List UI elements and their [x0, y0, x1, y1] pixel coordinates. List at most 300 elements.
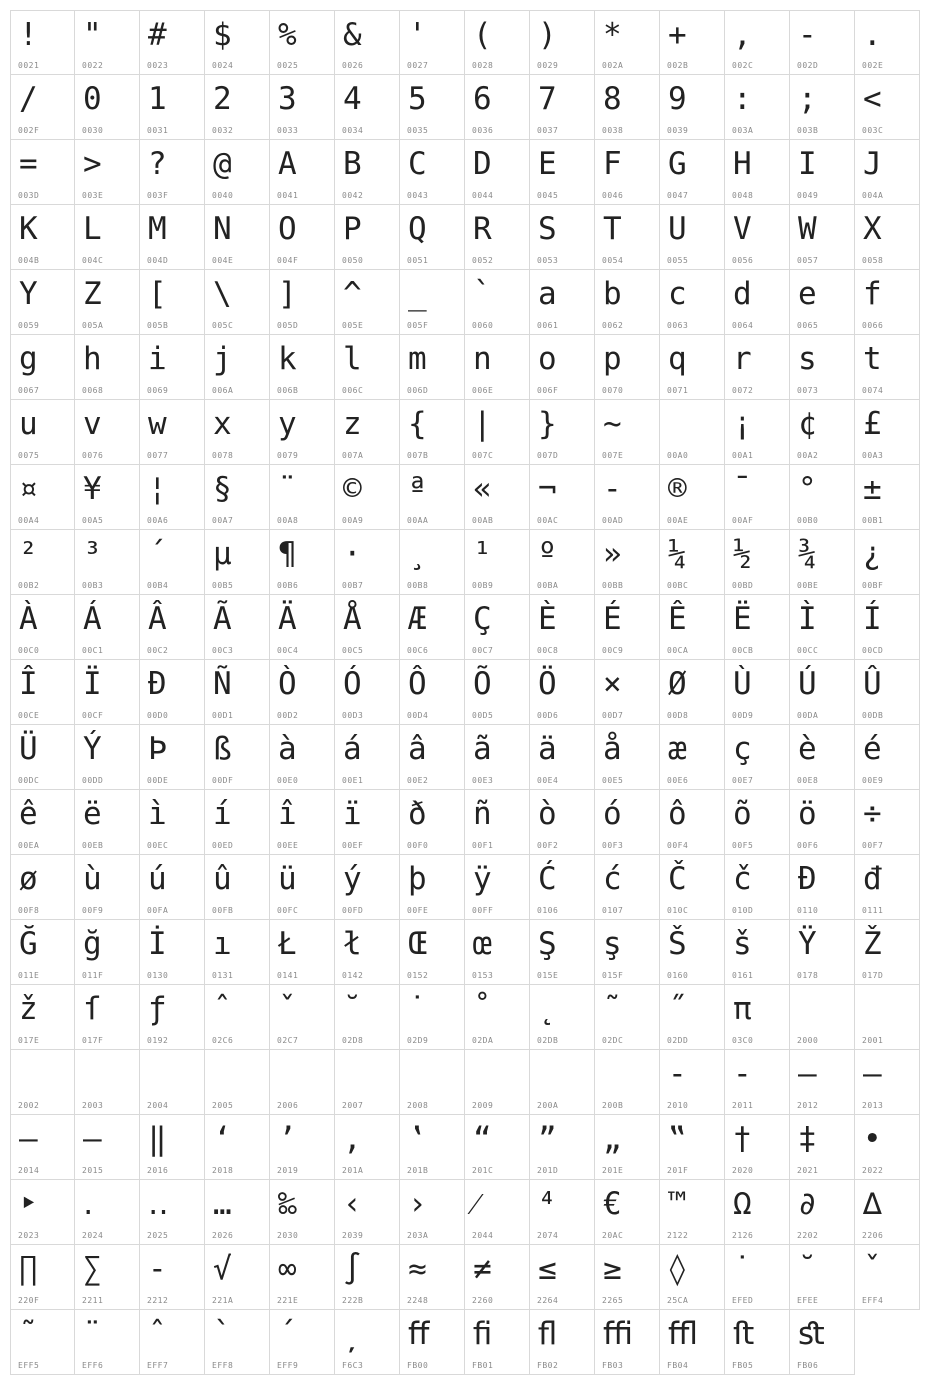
glyph-codepoint: 221A: [212, 1296, 234, 1305]
glyph-codepoint: 2001: [862, 1036, 884, 1045]
glyph-cell: [790, 400, 855, 465]
glyph-char: `: [213, 1316, 232, 1352]
glyph-char: B: [343, 146, 362, 182]
glyph-char: ﬁ: [473, 1316, 492, 1352]
glyph-cell: [465, 1115, 530, 1180]
glyph-cell: [400, 10, 465, 75]
glyph-char: ‖: [148, 1121, 167, 1157]
glyph-char: ı: [213, 926, 232, 962]
glyph-cell: [790, 1310, 855, 1375]
glyph-codepoint: 00CE: [18, 711, 40, 720]
glyph-char: ﬆ: [798, 1316, 825, 1352]
glyph-codepoint: 2044: [472, 1231, 494, 1240]
glyph-cell: [205, 530, 270, 595]
glyph-codepoint: 00DD: [82, 776, 104, 785]
glyph-codepoint: 0031: [147, 126, 169, 135]
glyph-codepoint: 200A: [537, 1101, 559, 1110]
glyph-cell: [400, 985, 465, 1050]
glyph-codepoint: 00DC: [18, 776, 40, 785]
glyph-char: Š: [668, 926, 687, 962]
glyph-codepoint: 201E: [602, 1166, 624, 1175]
glyph-codepoint: 00C3: [212, 646, 234, 655]
glyph-codepoint: 006C: [342, 386, 364, 395]
glyph-codepoint: 002E: [862, 61, 884, 70]
glyph-codepoint: 00E6: [667, 776, 689, 785]
glyph-codepoint: 00F6: [797, 841, 819, 850]
glyph-codepoint: 222B: [342, 1296, 364, 1305]
glyph-char: #: [148, 17, 167, 53]
glyph-codepoint: 00D7: [602, 711, 624, 720]
glyph-codepoint: 006A: [212, 386, 234, 395]
glyph-codepoint: 2202: [797, 1231, 819, 1240]
glyph-codepoint: 00E1: [342, 776, 364, 785]
glyph-codepoint: 00E0: [277, 776, 299, 785]
glyph-cell: [400, 140, 465, 205]
glyph-char: <: [863, 81, 882, 117]
glyph-char: j: [213, 341, 232, 377]
glyph-codepoint: 0040: [212, 191, 234, 200]
glyph-cell: [725, 1050, 790, 1115]
glyph-char: c: [668, 276, 687, 312]
glyph-cell: [140, 335, 205, 400]
glyph-codepoint: 0046: [602, 191, 624, 200]
glyph-char: ˇ: [863, 1251, 882, 1287]
glyph-cell: [530, 985, 595, 1050]
glyph-cell: [530, 1115, 595, 1180]
glyph-char: ²: [19, 536, 38, 572]
glyph-codepoint: 0026: [342, 61, 364, 70]
glyph-cell: [725, 1180, 790, 1245]
glyph-char: C: [408, 146, 427, 182]
glyph-codepoint: FB00: [407, 1361, 429, 1370]
glyph-codepoint: 00A6: [147, 516, 169, 525]
glyph-cell: [270, 270, 335, 335]
glyph-codepoint: FB03: [602, 1361, 624, 1370]
glyph-codepoint: 003A: [732, 126, 754, 135]
glyph-char: ò: [538, 796, 557, 832]
glyph-cell: [465, 1310, 530, 1375]
glyph-codepoint: 00EF: [342, 841, 364, 850]
glyph-char: /: [19, 81, 38, 117]
glyph-cell: [205, 1050, 270, 1115]
glyph-cell: [465, 920, 530, 985]
glyph-cell: [660, 985, 725, 1050]
glyph-char: ˇ: [278, 991, 297, 1027]
glyph-char: p: [603, 341, 622, 377]
glyph-cell: [205, 1310, 270, 1375]
glyph-cell: [335, 1050, 400, 1115]
glyph-codepoint: 2264: [537, 1296, 559, 1305]
glyph-cell: [140, 1050, 205, 1115]
glyph-codepoint: 002A: [602, 61, 624, 70]
glyph-cell: [10, 75, 75, 140]
glyph-codepoint: 2248: [407, 1296, 429, 1305]
glyph-codepoint: 007D: [537, 451, 559, 460]
glyph-cell: [855, 920, 920, 985]
glyph-cell: [270, 660, 335, 725]
glyph-codepoint: 00F0: [407, 841, 429, 850]
glyph-cell: [140, 1310, 205, 1375]
glyph-codepoint: 2007: [342, 1101, 364, 1110]
glyph-codepoint: 2016: [147, 1166, 169, 1175]
glyph-char: ﬃ: [603, 1316, 633, 1352]
glyph-codepoint: 002D: [797, 61, 819, 70]
glyph-codepoint: 007C: [472, 451, 494, 460]
glyph-codepoint: 00B0: [797, 516, 819, 525]
glyph-codepoint: 2009: [472, 1101, 494, 1110]
glyph-char: X: [863, 211, 882, 247]
glyph-char: m: [408, 341, 427, 377]
glyph-char: ˆ: [148, 1316, 167, 1352]
glyph-char: ¾: [798, 536, 817, 572]
glyph-cell: [595, 855, 660, 920]
glyph-char: ˜: [603, 991, 622, 1027]
glyph-cell: [790, 530, 855, 595]
glyph-char: ˘: [798, 1251, 817, 1287]
glyph-char: Ø: [668, 666, 687, 702]
glyph-cell: [530, 140, 595, 205]
glyph-char: »: [603, 536, 622, 572]
glyph-char: Ž: [863, 926, 882, 962]
glyph-cell: [270, 140, 335, 205]
glyph-cell: [790, 985, 855, 1050]
glyph-char: &: [343, 17, 362, 53]
glyph-char: ý: [343, 861, 362, 897]
glyph-char: Ω: [733, 1186, 752, 1222]
glyph-char: e: [798, 276, 817, 312]
glyph-cell: [140, 790, 205, 855]
glyph-cell: [790, 335, 855, 400]
glyph-codepoint: 00BA: [537, 581, 559, 590]
glyph-cell: [205, 725, 270, 790]
glyph-cell: [205, 10, 270, 75]
glyph-char: Ý: [83, 731, 102, 767]
glyph-char: J: [863, 146, 882, 182]
glyph-cell: [270, 855, 335, 920]
glyph-codepoint: 00CB: [732, 646, 754, 655]
glyph-codepoint: EFED: [732, 1296, 754, 1305]
glyph-char: ÷: [863, 796, 882, 832]
glyph-cell: [335, 1310, 400, 1375]
glyph-codepoint: 010D: [732, 906, 754, 915]
glyph-codepoint: 00DF: [212, 776, 234, 785]
glyph-codepoint: 0192: [147, 1036, 169, 1045]
glyph-cell: [270, 1180, 335, 1245]
glyph-char: W: [798, 211, 817, 247]
glyph-cell: [140, 1245, 205, 1310]
glyph-codepoint: 00FA: [147, 906, 169, 915]
glyph-char: ³: [83, 536, 102, 572]
glyph-codepoint: 00F9: [82, 906, 104, 915]
glyph-char: [538, 1054, 557, 1094]
glyph-codepoint: 00D6: [537, 711, 559, 720]
glyph-codepoint: 201F: [667, 1166, 689, 1175]
glyph-codepoint: 2126: [732, 1231, 754, 1240]
glyph-char: °: [798, 471, 817, 507]
glyph-char: F: [603, 146, 622, 182]
glyph-cell: [205, 1245, 270, 1310]
glyph-cell: [270, 920, 335, 985]
glyph-cell: [660, 270, 725, 335]
glyph-cell: [725, 335, 790, 400]
glyph-cell: [725, 660, 790, 725]
glyph-cell: [75, 465, 140, 530]
glyph-cell: [790, 140, 855, 205]
glyph-cell: [10, 530, 75, 595]
glyph-cell: [790, 205, 855, 270]
glyph-codepoint: 2003: [82, 1101, 104, 1110]
glyph-codepoint: 0074: [862, 386, 884, 395]
glyph-cell: [530, 790, 595, 855]
glyph-codepoint: 00E4: [537, 776, 559, 785]
glyph-codepoint: 0037: [537, 126, 559, 135]
glyph-codepoint: EFF7: [147, 1361, 169, 1370]
glyph-char: ÿ: [473, 861, 492, 897]
glyph-char: Ü: [19, 731, 38, 767]
glyph-codepoint: 00A0: [667, 451, 689, 460]
glyph-codepoint: 0064: [732, 321, 754, 330]
glyph-char: 9: [668, 81, 687, 117]
glyph-codepoint: 00E8: [797, 776, 819, 785]
glyph-char: ¯: [733, 471, 752, 507]
glyph-cell: [10, 855, 75, 920]
glyph-char: ™: [668, 1186, 687, 1222]
glyph-cell: [270, 790, 335, 855]
glyph-codepoint: 02D9: [407, 1036, 429, 1045]
glyph-char: H: [733, 146, 752, 182]
glyph-codepoint: 2039: [342, 1231, 364, 1240]
glyph-cell: [140, 465, 205, 530]
glyph-char: T: [603, 211, 622, 247]
glyph-codepoint: 00E9: [862, 776, 884, 785]
glyph-char: `: [473, 276, 492, 312]
glyph-cell: [335, 140, 400, 205]
glyph-cell: [270, 335, 335, 400]
glyph-codepoint: 00EA: [18, 841, 40, 850]
glyph-cell: [75, 660, 140, 725]
glyph-cell: [465, 10, 530, 75]
glyph-cell: [465, 400, 530, 465]
glyph-codepoint: 2212: [147, 1296, 169, 1305]
glyph-cell: [10, 10, 75, 75]
glyph-codepoint: 0062: [602, 321, 624, 330]
glyph-char: Û: [863, 666, 882, 702]
glyph-codepoint: 00CA: [667, 646, 689, 655]
glyph-char: ◊: [668, 1251, 687, 1287]
glyph-char: Ó: [343, 666, 362, 702]
glyph-codepoint: 00CC: [797, 646, 819, 655]
glyph-codepoint: 03C0: [732, 1036, 754, 1045]
glyph-cell: [10, 790, 75, 855]
glyph-cell: [725, 920, 790, 985]
glyph-cell: [530, 1050, 595, 1115]
glyph-char: ć: [603, 861, 622, 897]
glyph-char: ó: [603, 796, 622, 832]
glyph-char: ‣: [19, 1186, 38, 1222]
glyph-cell: [725, 530, 790, 595]
glyph-codepoint: 004D: [147, 256, 169, 265]
glyph-cell: [270, 985, 335, 1050]
glyph-cell: [335, 855, 400, 920]
glyph-char: O: [278, 211, 297, 247]
glyph-cell: [400, 465, 465, 530]
glyph-cell: [855, 725, 920, 790]
glyph-cell: [400, 205, 465, 270]
glyph-char: Ÿ: [798, 926, 817, 962]
glyph-codepoint: 00EE: [277, 841, 299, 850]
glyph-codepoint: FB02: [537, 1361, 559, 1370]
glyph-cell: [465, 140, 530, 205]
glyph-cell: [140, 1180, 205, 1245]
glyph-codepoint: 02DD: [667, 1036, 689, 1045]
glyph-cell: [465, 205, 530, 270]
glyph-codepoint: 00D4: [407, 711, 429, 720]
glyph-codepoint: 00FD: [342, 906, 364, 915]
glyph-codepoint: 00A8: [277, 516, 299, 525]
glyph-cell: [10, 140, 75, 205]
glyph-codepoint: 003D: [18, 191, 40, 200]
glyph-char: „: [603, 1121, 622, 1157]
glyph-char: ‹: [343, 1186, 362, 1222]
glyph-char: ¹: [473, 536, 492, 572]
glyph-codepoint: 00F8: [18, 906, 40, 915]
glyph-codepoint: 2018: [212, 1166, 234, 1175]
glyph-cell: [335, 595, 400, 660]
glyph-char: ∞: [278, 1251, 297, 1287]
glyph-codepoint: 00C4: [277, 646, 299, 655]
glyph-char: —: [19, 1121, 38, 1157]
glyph-cell: [660, 1180, 725, 1245]
glyph-char: ˛: [538, 991, 557, 1027]
glyph-codepoint: 00D2: [277, 711, 299, 720]
glyph-cell: [75, 335, 140, 400]
glyph-cell: [10, 595, 75, 660]
glyph-codepoint: FB01: [472, 1361, 494, 1370]
glyph-char: Ñ: [213, 666, 232, 702]
glyph-codepoint: 0107: [602, 906, 624, 915]
glyph-codepoint: 006E: [472, 386, 494, 395]
glyph-char: ⁄: [473, 1186, 479, 1222]
glyph-cell: [205, 1115, 270, 1180]
glyph-char: ¢: [798, 406, 817, 442]
glyph-codepoint: 0047: [667, 191, 689, 200]
glyph-cell: [790, 1245, 855, 1310]
glyph-char: ˘: [343, 991, 362, 1027]
glyph-cell: [335, 335, 400, 400]
glyph-cell: [205, 985, 270, 1050]
glyph-codepoint: 0067: [18, 386, 40, 395]
glyph-codepoint: 00BB: [602, 581, 624, 590]
glyph-cell: [140, 270, 205, 335]
glyph-char: š: [733, 926, 752, 962]
glyph-char: [148, 1054, 167, 1094]
glyph-char: E: [538, 146, 557, 182]
glyph-cell: [335, 205, 400, 270]
glyph-char: +: [668, 17, 687, 53]
glyph-char: ğ: [83, 926, 102, 962]
glyph-codepoint: 00F5: [732, 841, 754, 850]
glyph-cell: [270, 465, 335, 530]
glyph-char: ß: [213, 731, 232, 767]
glyph-char: é: [863, 731, 882, 767]
glyph-char: ł: [343, 926, 362, 962]
glyph-char: [343, 1054, 362, 1094]
glyph-codepoint: 00A3: [862, 451, 884, 460]
glyph-cell: [790, 660, 855, 725]
glyph-char: 1: [148, 81, 167, 117]
glyph-cell: [595, 595, 660, 660]
glyph-codepoint: 00D0: [147, 711, 169, 720]
glyph-char: a: [538, 276, 557, 312]
glyph-char: ´: [148, 536, 167, 572]
glyph-char: «: [473, 471, 492, 507]
glyph-char: ¨: [83, 1316, 102, 1352]
glyph-char: $: [213, 17, 232, 53]
glyph-char: l: [343, 341, 362, 377]
glyph-char: w: [148, 406, 167, 442]
glyph-cell: [400, 1115, 465, 1180]
glyph-codepoint: 02D8: [342, 1036, 364, 1045]
glyph-cell: [335, 530, 400, 595]
glyph-cell: [660, 1115, 725, 1180]
glyph-codepoint: 00AC: [537, 516, 559, 525]
glyph-char: Ú: [798, 666, 817, 702]
glyph-char: y: [278, 406, 297, 442]
glyph-codepoint: 2260: [472, 1296, 494, 1305]
glyph-cell: [400, 335, 465, 400]
glyph-codepoint: 00F2: [537, 841, 559, 850]
glyph-cell: [270, 725, 335, 790]
glyph-codepoint: 2026: [212, 1231, 234, 1240]
glyph-char: ≤: [538, 1251, 557, 1287]
glyph-char: Á: [83, 601, 102, 637]
glyph-char: ‑: [733, 1056, 752, 1092]
glyph-char: ;: [798, 81, 817, 117]
glyph-codepoint: 00B5: [212, 581, 234, 590]
glyph-char: [83, 1054, 102, 1094]
glyph-cell: [75, 985, 140, 1050]
glyph-cell: [400, 725, 465, 790]
glyph-char: !: [19, 17, 38, 53]
glyph-codepoint: 2015: [82, 1166, 104, 1175]
glyph-codepoint: 00E7: [732, 776, 754, 785]
glyph-codepoint: 00BC: [667, 581, 689, 590]
glyph-cell: [335, 1115, 400, 1180]
glyph-cell: [75, 790, 140, 855]
glyph-char: @: [213, 146, 232, 182]
glyph-codepoint: 00CD: [862, 646, 884, 655]
glyph-codepoint: 0034: [342, 126, 364, 135]
glyph-codepoint: 002C: [732, 61, 754, 70]
glyph-char: č: [733, 861, 752, 897]
glyph-codepoint: 004E: [212, 256, 234, 265]
glyph-cell: [75, 595, 140, 660]
glyph-codepoint: 201C: [472, 1166, 494, 1175]
glyph-char: ſ: [83, 991, 102, 1027]
glyph-cell: [660, 75, 725, 140]
glyph-cell: [400, 270, 465, 335]
glyph-char: …: [213, 1186, 232, 1222]
glyph-codepoint: 00DA: [797, 711, 819, 720]
glyph-cell: [205, 1180, 270, 1245]
glyph-char: M: [148, 211, 167, 247]
glyph-codepoint: 2010: [667, 1101, 689, 1110]
glyph-char: ì: [148, 796, 167, 832]
glyph-char: n: [473, 341, 492, 377]
glyph-char: ≈: [408, 1251, 427, 1287]
glyph-cell: [725, 140, 790, 205]
glyph-cell: [140, 205, 205, 270]
